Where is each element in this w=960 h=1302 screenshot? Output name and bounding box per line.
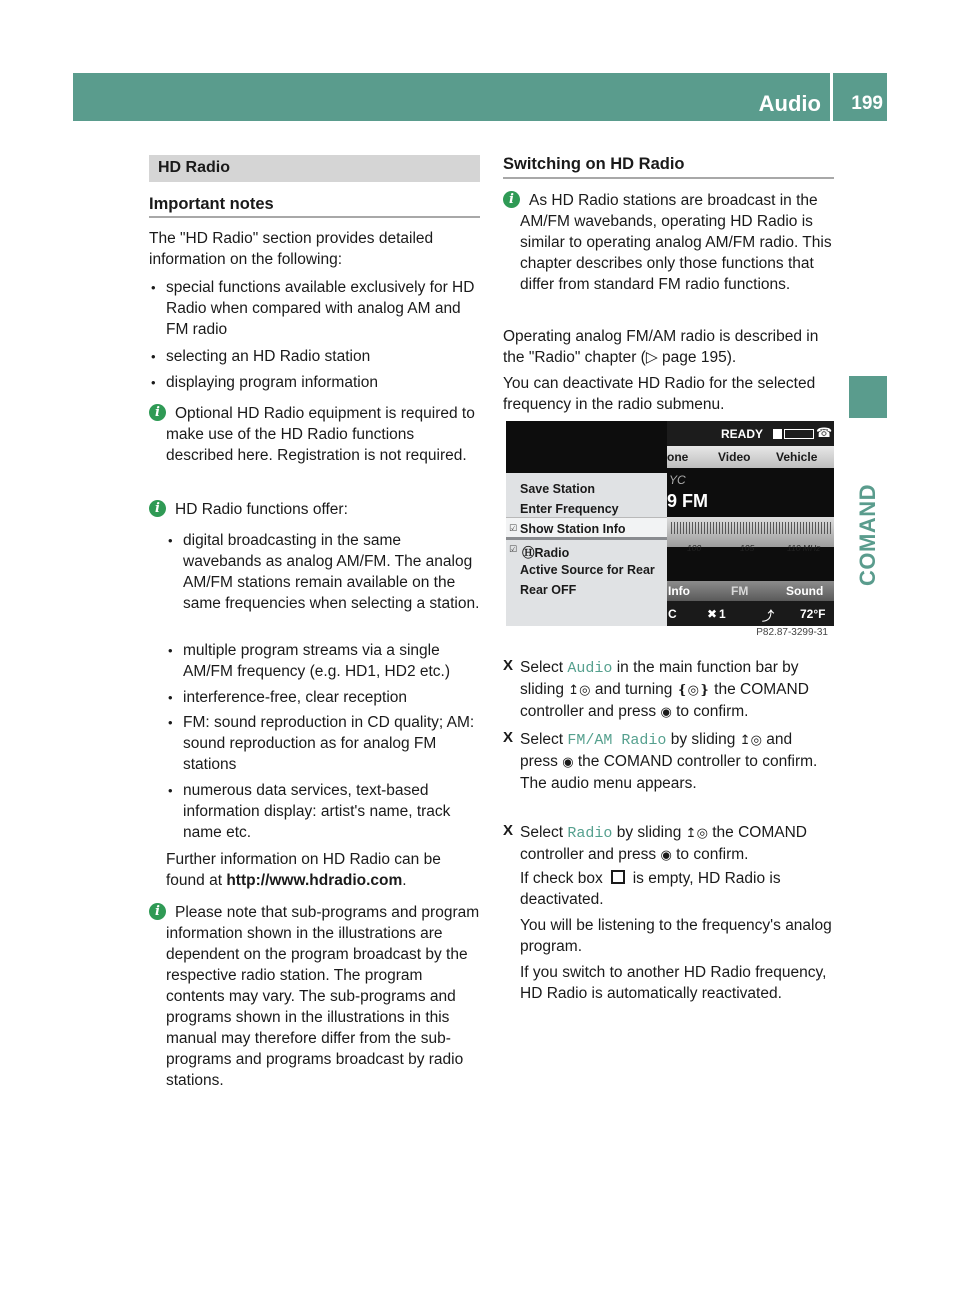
checkbox-icon: ☑	[509, 544, 518, 554]
code-audio: Audio	[567, 660, 613, 677]
code-radio: Radio	[567, 825, 613, 842]
slide-controller-icon: ↥◎	[568, 683, 591, 698]
tab-vehicle: Vehicle	[776, 450, 818, 464]
code-fmam-radio: FM/AM Radio	[567, 732, 667, 749]
page-number: 199	[851, 93, 883, 114]
signal-icon	[773, 429, 782, 439]
frequency-display: 9 FM	[667, 491, 709, 511]
info-icon: i	[149, 404, 166, 421]
step-result: The audio menu appears.	[520, 775, 697, 792]
temperature: 72°F	[800, 607, 826, 621]
list-item: • digital broadcasting in the same wavebands as analog AM/FM. The analog AM/FM stations remain available on the same frequencies when selecting a station.	[183, 530, 481, 614]
heading-rule	[503, 177, 834, 179]
menu-item-active-source-rear: Active Source for Rear	[520, 563, 655, 577]
ready-status: READY	[721, 427, 764, 441]
hdradio-link[interactable]: http://www.hdradio.com	[226, 872, 403, 889]
menu-item-hd-radio: ⒽRadio	[522, 546, 570, 560]
screenshot-status-bar	[667, 421, 834, 446]
section-title-bar	[149, 155, 480, 182]
scale-label: 105	[740, 543, 755, 553]
list-item: • special functions available exclusively for HD Radio when compared with analog AM and FM radio	[166, 277, 480, 340]
list-item: • selecting an HD Radio station	[166, 346, 480, 367]
paragraph-radio-chapter: Operating analog FM/AM radio is described in the "Radio" chapter (▷ page 195).	[503, 328, 819, 366]
tab-phone: one	[667, 450, 689, 464]
bottom-tab-info: Info	[668, 584, 690, 598]
step-arrow-icon: X	[503, 657, 514, 674]
further-info-paragraph: Further information on HD Radio can be found at http://www.hdradio.com.	[166, 851, 441, 889]
further-info-text: Further information on HD Radio can be found at	[166, 851, 441, 889]
comand-screenshot	[506, 421, 834, 626]
info-note-functions: HD Radio functions offer:	[175, 501, 348, 518]
radio-submenu	[506, 473, 667, 626]
fan-icon: ✖	[707, 607, 718, 621]
tab-video: Video	[718, 450, 751, 464]
info-icon: i	[149, 903, 166, 920]
hd-logo-icon: Ⓗ	[522, 546, 535, 560]
step-select-radio: Select Radio by sliding ↥◎ the COMAND controller and press ◉ to confirm.	[520, 822, 834, 866]
side-tab-marker	[849, 376, 887, 418]
press-controller-icon: ◉	[660, 848, 672, 863]
intro-paragraph: The "HD Radio" section provides detailed information on the following:	[149, 230, 434, 268]
info-note-subprograms: Please note that sub-programs and program information shown in the illustrations are dependent on the program broadcast by the respective radio station. The program contents may vary. The sub-programs and programs shown in the illustrations in this manual may therefore differ from the sub-programs and programs broadcast by radio stations.	[166, 904, 480, 1089]
signal-bars-icon	[784, 429, 814, 439]
checkbox-note: If check box is empty, HD Radio is deactivated.	[520, 870, 781, 908]
frequency-ticks	[671, 522, 831, 534]
scale-label: 110 MHz	[787, 543, 821, 553]
header-divider	[830, 73, 833, 121]
menu-item-save-station: Save Station	[520, 482, 596, 496]
seat-icon: ⤴	[762, 609, 775, 623]
list-item: • FM: sound reproduction in CD quality; AM: sound reproduction as for analog FM stations	[183, 712, 481, 775]
climate-c: C	[668, 607, 677, 621]
checkbox-icon: ☑	[509, 523, 518, 533]
list-item: • displaying program information	[166, 372, 480, 393]
turn-controller-icon: ❴◎❵	[676, 683, 710, 698]
empty-checkbox-icon	[611, 870, 625, 884]
slide-controller-icon: ↥◎	[739, 733, 762, 748]
section-title: HD Radio	[158, 159, 230, 176]
paragraph-analog-program: You will be listening to the frequency's analog program.	[520, 917, 832, 955]
station-fragment: YC	[669, 473, 686, 487]
figure-caption: P82.87-3299-31	[756, 627, 828, 638]
press-controller-icon: ◉	[660, 705, 672, 720]
info-note-wavebands: As HD Radio stations are broadcast in the AM/FM wavebands, operating HD Radio is similar to operating analog AM/FM radio. This chapter describes only those functions that differ from standard FM radio functions.	[520, 192, 832, 293]
phone-icon: ☎	[816, 425, 833, 440]
list-item: • multiple program streams via a single AM/FM frequency (e.g. HD1, HD2 etc.)	[183, 640, 481, 682]
scale-label: 100	[687, 543, 702, 553]
press-controller-icon: ◉	[562, 755, 574, 770]
menu-item-enter-frequency: Enter Frequency	[520, 502, 619, 516]
heading-rule	[149, 216, 480, 218]
list-item: • numerous data services, text-based information display: artist's name, track name etc.	[183, 780, 481, 843]
info-note-equipment: Optional HD Radio equipment is required to make use of the HD Radio functions described here. Registration is not required.	[166, 405, 475, 464]
menu-item-rear-off: Rear OFF	[520, 583, 577, 597]
paragraph-reactivated: If you switch to another HD Radio frequency, HD Radio is automatically reactivated.	[520, 964, 827, 1002]
info-icon: i	[149, 500, 166, 517]
fan-level: 1	[719, 607, 726, 621]
side-tab-label: COMAND	[855, 484, 880, 586]
bottom-tab-sound: Sound	[786, 584, 824, 598]
bottom-tab-fm: FM	[731, 584, 749, 598]
list-item: • interference-free, clear reception	[183, 687, 481, 708]
chapter-title: Audio	[758, 91, 821, 116]
step-arrow-icon: X	[503, 729, 514, 746]
screenshot-tab-bar	[667, 446, 834, 468]
heading-important-notes: Important notes	[149, 195, 274, 213]
info-icon: i	[503, 191, 520, 208]
menu-separator	[506, 537, 667, 540]
menu-item-show-station-info: Show Station Info	[520, 522, 626, 536]
header-bar	[73, 73, 887, 121]
step-arrow-icon: X	[503, 822, 514, 839]
step-select-audio: Select Audio in the main function bar by sliding ↥◎ and turning ❴◎❵ the COMAND controller and press ◉ to confirm.	[520, 657, 834, 723]
slide-controller-icon: ↥◎	[685, 826, 708, 841]
step-select-fmam: Select FM/AM Radio by sliding ↥◎ and press ◉ the COMAND controller to confirm. The audio menu appears.	[520, 731, 818, 792]
paragraph-deactivate: You can deactivate HD Radio for the selected frequency in the radio submenu.	[503, 375, 816, 413]
heading-switching-on: Switching on HD Radio	[503, 155, 685, 173]
